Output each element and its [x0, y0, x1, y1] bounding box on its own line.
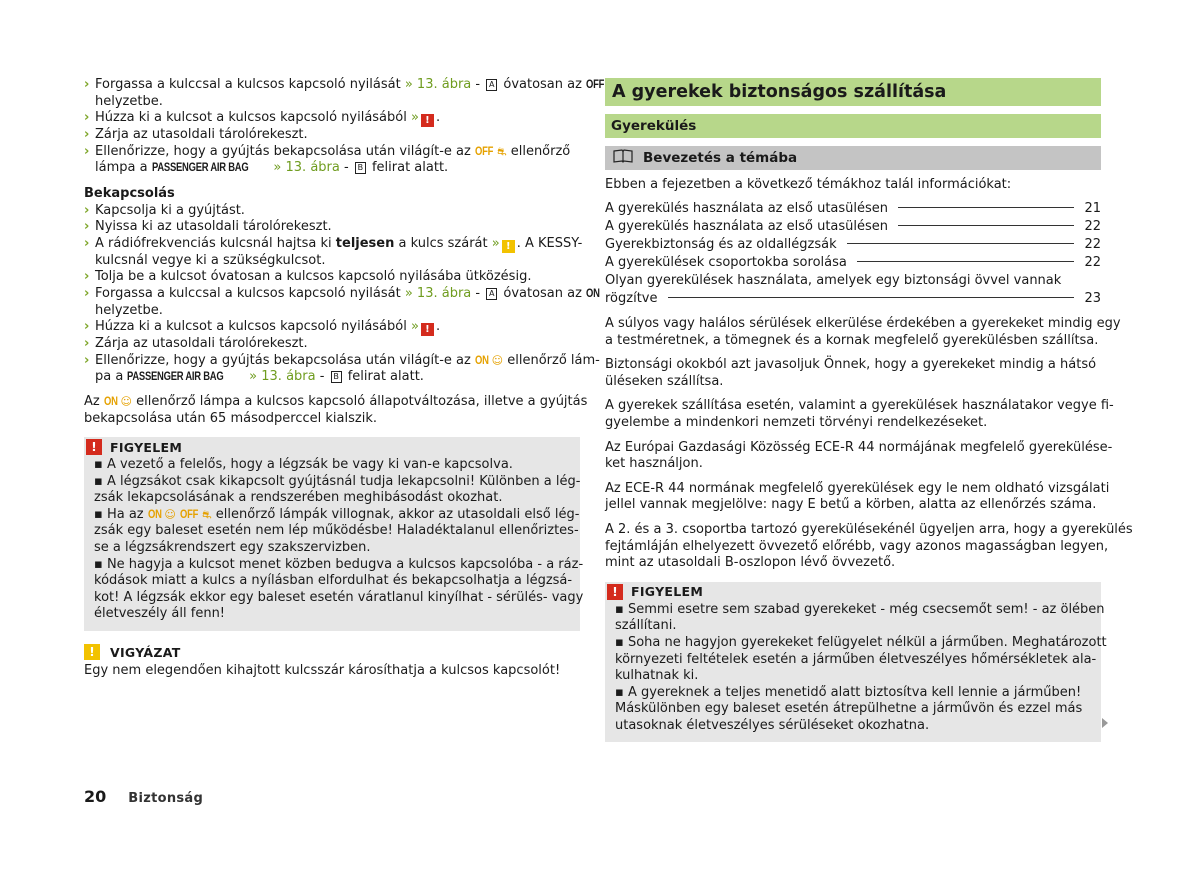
- figure-reference-link[interactable]: » 13. ábra: [404, 77, 472, 92]
- step-insert-key: › Tolja be a kulcsot óvatosan a kulcsos kapcsoló nyilásába ütközésig.: [84, 269, 532, 285]
- book-icon: [613, 149, 633, 167]
- label-b-box: B: [331, 371, 342, 383]
- toc-item[interactable]: Gyerekbiztonság és az oldallégzsák 22: [605, 237, 1101, 252]
- left-column: › Forgassa a kulccsal a kulcsos kapcsoló nyilását » 13. ábra - A óvatosan az OFF helyzetbe. › Húzza ki a kulcsot a kulcsos kapcsoló nyilásából » ! . › Zárja az utasoldali tárolórekeszt. › Ellenőrizze, hogy a gyújtás bekapcsolása után világít-e az OFF ⛐ ellenőrző lámpa a PASSENGER AIR BAG » 13. ábra - B felirat alatt. Bekapcsolás › Kapcsolja ki a gyújtást. › Nyissa ki az utasoldali tárolórekeszt. › A rádiófrekvenciás kulcsnál hajtsa ki teljesen a kulcs szárát » ! . A KESSY- kulcsnál vegye ki a szükségkulcsot. › Tolja be a kulcsot óvatosan a kulcsos kapcsoló nyilásába ütközésig. › Forgassa a kulccsal a kulcsos kapcsoló nyilását » 13. ábra - A óvatosan az ON helyzetbe. › Húzza ki a kulcsot a kulcsos kapcsoló nyilásából » ! . › Zárja az utasoldali tárolórekeszt. › Ellenőrizze, hogy a gyújtás bekapcsolása után világít-e az ON ☺ ellenőrző lám- pa a PASSENGER AIR BAG » 13. ábra - B felirat alatt. Az ON ☺ ellenőrző lámpa a kulcsos kapcsoló állapotváltozása, illetve a gyújtás bekapcsolása után 65 másodperccel kialszik. ! FIGYELEM ▪ A vezető a felelős, hogy a légzsák be vagy ki van-e kapcsolva. ▪ A légzsákot csak kikapcsolt gyújtásnál tudja lekapcsolni! Különben a lég- zsák lekapcsolásának a rendszerében meghibásodást okozhat. ▪ Ha az ON ☺ OFF ⛐ ellenőrző lámpák villognak, akkor az utasoldali első lég- zsák egy baleset esetén nem lép működésbe! Haladéktalanul ellenőriztes- se a légzsákrendszert egy szakszervizben. ▪ Ne hagyja a kulcsot menet közben bedugva a kulcsos kapcsolóba - a ráz- kódások miatt a kulcs a nyílásban elfordulhat és bekapcsolhatja a légzsá- kot! A légzsák ekkor egy baleset esetén váratlanul kinyílhat - sérülés- vagy életveszély áll fenn! ! VIGYÁZAT Egy nem elegendően kihajtott kulcsszár károsíthatja a kulcsos kapcsolót!: [84, 77, 605, 679]
- lamp-note: Az ON ☺ ellenőrző lámpa a kulcsos kapcsoló állapotváltozása, illetve a gyújtás: [84, 393, 588, 409]
- warning-box: ! FIGYELEM ▪ A vezető a felelős, hogy a légzsák be vagy ki van-e kapcsolva. ▪ A légzsákot csak kikapcsolt gyújtásnál tudja lekapcsolni! Különben a lég- zsák lekapcsolásának a rendszerében meghibásodást okozhat. ▪ Ha az ON ☺ OFF ⛐ ellenőrző lámpák villognak, akkor az utasoldali első lég- zsák egy baleset esetén nem lép működésbe! Haladéktalanul ellenőriztes- se a légzsákrendszert egy szakszervizben. ▪ Ne hagyja a kulcsot menet közben bedugva a kulcsos kapcsolóba - a ráz- kódások miatt a kulcs a nyílásban elfordulhat és bekapcsolhatja a légzsá- kot! A légzsák ekkor egy baleset esetén váratlanul kinyílhat - sérülés- vagy életveszély áll fenn!: [84, 437, 580, 631]
- continue-arrow-icon[interactable]: [1102, 718, 1108, 728]
- warning-icon: !: [421, 114, 434, 127]
- on-label: ON: [103, 395, 118, 408]
- caution-text: Egy nem elegendően kihajtott kulcsszár károsíthatja a kulcsos kapcsolót!: [84, 663, 561, 679]
- figure-reference-link[interactable]: » 13. ábra: [245, 369, 316, 385]
- step-arrow-icon: ›: [84, 77, 90, 92]
- chapter-heading: A gyerekek biztonságos szállítása: [605, 78, 1101, 106]
- caution-title: VIGYÁZAT: [110, 644, 181, 660]
- passenger-airbag-label: PASSENGER AIR BAG: [127, 371, 224, 384]
- step-close-compartment: › Zárja az utasoldali tárolórekeszt.: [84, 127, 308, 143]
- step-check-on-lamp: › Ellenőrizze, hogy a gyújtás bekapcsolása után világít-e az ON ☺ ellenőrző lám-: [84, 352, 600, 368]
- label-a-box: A: [486, 79, 497, 91]
- step-turn-key-on: › Forgassa a kulccsal a kulcsos kapcsoló nyilását » 13. ábra - A óvatosan az ON: [84, 285, 600, 301]
- step-arrow-icon: ›: [84, 235, 90, 251]
- warning-title: FIGYELEM: [631, 584, 704, 600]
- step-close-compartment-2: › Zárja az utasoldali tárolórekeszt.: [84, 336, 308, 352]
- step-arrow-icon: ›: [84, 285, 90, 301]
- label-a-box: A: [486, 288, 497, 300]
- off-label: OFF: [586, 79, 605, 91]
- step-arrow-icon: ›: [84, 352, 90, 368]
- step-remove-key-2: › Húzza ki a kulcsot a kulcsos kapcsoló nyilásából » ! .: [84, 319, 441, 336]
- on-label: ON: [147, 508, 162, 521]
- airbag-off-icon: ⛐: [202, 507, 212, 521]
- step-arrow-icon: ›: [84, 319, 90, 335]
- step-arrow-icon: ›: [84, 336, 90, 352]
- step-arrow-icon: ›: [84, 127, 90, 143]
- toc-item[interactable]: A gyerekülés használata az első utasülésen 22: [605, 219, 1101, 234]
- paragraph: A 2. és a 3. csoportba tartozó gyerekülésekénél ügyeljen arra, hogy a gyerekülés fejtámláján elhelyezett övvezető előrébb, vagy azonos magasságban legyen, mint az utasoldali B-oszlopon lévő övvezető.: [605, 521, 1133, 571]
- right-column: [605, 78, 1133, 742]
- warning-reference-link[interactable]: »: [410, 110, 419, 126]
- figure-reference-link[interactable]: » 13. ábra: [404, 285, 472, 301]
- warning-title: FIGYELEM: [110, 439, 183, 455]
- caution-icon: !: [84, 644, 100, 660]
- airbag-on-icon: ☺: [120, 394, 132, 408]
- airbag-on-icon: ☺: [164, 507, 176, 521]
- step-remove-key: › Húzza ki a kulcsot a kulcsos kapcsoló nyilásából » ! .: [84, 110, 441, 127]
- airbag-on-icon: ☺: [491, 353, 504, 367]
- page-footer: [84, 787, 203, 806]
- toc-item[interactable]: A gyerekülések csoportokba sorolása 22: [605, 255, 1101, 270]
- warning-box: ! FIGYELEM ▪ Semmi esetre sem szabad gyerekeket - még csecsemőt sem! - az ölében szállítani. ▪ Soha ne hagyjon gyerekeket felügyelet nélkül a járműben. Meghatározott környezeti feltételek esetén a járműben életveszélyes hőmérsékletek ala- kulhatnak ki. ▪ A gyereknek a teljes menetidő alatt biztosítva kell lennie a járműben! Máskülönben egy baleset esetén átrepülhetne a járművön és ezzel más utasoknak életveszélyes sérüléseket okozhatna.: [605, 582, 1101, 743]
- off-label: OFF: [180, 508, 199, 521]
- step-arrow-icon: ›: [84, 219, 90, 235]
- step-open-compartment: › Nyissa ki az utasoldali tárolórekeszt.: [84, 219, 332, 235]
- warning-icon: !: [86, 439, 102, 455]
- paragraph: A súlyos vagy halálos sérülések elkerülése érdekében a gyerekeket mindig egy a testméretnek, a tömegnek és a kornak megfelelő gyerekülésben szállítsa.: [605, 316, 1121, 348]
- step-turn-key-off: › Forgassa a kulccsal a kulcsos kapcsoló nyilását » 13. ábra - A óvatosan az OFF: [84, 77, 605, 92]
- step-arrow-icon: ›: [84, 202, 90, 218]
- caution-icon: !: [502, 240, 515, 253]
- warning-reference-link[interactable]: »: [410, 319, 419, 335]
- toc-list: A gyerekülés használata az első utasülésen 21 A gyerekülés használata az első utasülésen 22 Gyerekbiztonság és az oldallégzsák 22 A gyerekülések csoportokba sorolása 22 Olyan gyerekülések használata, amelyek egy biztonsági övvel vannak rögzítve 23: [605, 201, 1101, 306]
- paragraph: Az ECE-R 44 normának megfelelő gyerekülések egy le nem oldható vizsgálati jellel vannak megjelölve: nagy E betű a körben, alatta az ellenőrzés száma.: [605, 480, 1110, 513]
- toc-intro: Ebben a fejezetben a következő témákhoz talál információkat:: [605, 177, 1012, 192]
- passenger-airbag-label: PASSENGER AIR BAG: [151, 162, 249, 175]
- on-label: ON: [586, 287, 600, 300]
- caution-header: [84, 643, 580, 661]
- step-ignition-off: › Kapcsolja ki a gyújtást.: [84, 202, 245, 218]
- caution-reference-link[interactable]: »: [491, 235, 500, 251]
- step-arrow-icon: ›: [84, 269, 90, 285]
- toc-item[interactable]: rögzítve 23: [605, 291, 1101, 306]
- paragraph: A gyerekek szállítása esetén, valamint a gyerekülések használatakor vegye fi- gyelembe a mindenkori nemzeti törvényi rendelkezéseket.: [605, 398, 1114, 430]
- off-label: OFF: [474, 145, 494, 158]
- on-label: ON: [474, 354, 489, 367]
- step-check-off-lamp: › Ellenőrizze, hogy a gyújtás bekapcsolása után világít-e az OFF ⛐ ellenőrző: [84, 143, 571, 159]
- step-unfold-key: › A rádiófrekvenciás kulcsnál hajtsa ki teljesen a kulcs szárát » ! . A KESSY-: [84, 235, 583, 252]
- warning-icon: !: [607, 584, 623, 600]
- toc-item[interactable]: A gyerekülés használata az első utasülésen 21: [605, 201, 1101, 216]
- step-arrow-icon: ›: [84, 143, 90, 159]
- subsection-heading: Bevezetés a témába: [605, 146, 1101, 170]
- figure-reference-link[interactable]: » 13. ábra: [269, 160, 340, 176]
- page-number: 20: [84, 787, 107, 806]
- step-arrow-icon: ›: [84, 110, 90, 126]
- paragraph: Biztonsági okokból azt javasoljuk Önnek, hogy a gyerekeket mindig a hátsó üléseken szállítsa.: [605, 357, 1097, 389]
- label-b-box: B: [355, 162, 366, 174]
- paragraph: Az Európai Gazdasági Közösség ECE-R 44 normájának megfelelő gyerekülése- ket használjon.: [605, 439, 1113, 472]
- bekapcsolas-heading: Bekapcsolás: [84, 185, 175, 201]
- airbag-off-icon: ⛐: [497, 144, 507, 158]
- warning-icon: !: [421, 323, 434, 336]
- section-name: Biztonság: [128, 791, 204, 806]
- section-heading: Gyerekülés: [605, 114, 1101, 138]
